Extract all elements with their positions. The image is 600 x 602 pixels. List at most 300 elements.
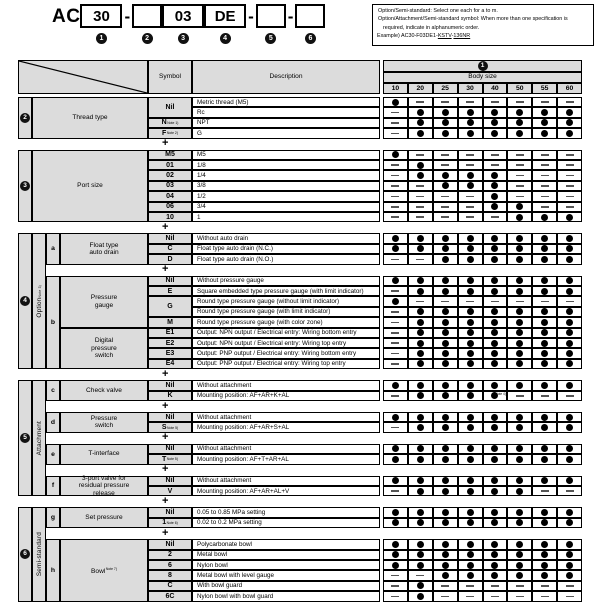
availability-cell-10 xyxy=(383,160,408,170)
mark-dot xyxy=(491,203,498,210)
availability-cell-60 xyxy=(557,391,582,401)
mark-dash xyxy=(441,164,449,166)
mark-dot xyxy=(467,541,474,548)
availability-cell-25 xyxy=(433,348,458,358)
mark-dash xyxy=(391,216,399,218)
availability-cell-20 xyxy=(408,560,433,570)
group-label-text: Semi-standard xyxy=(35,532,43,577)
mark-dash xyxy=(416,259,424,261)
availability-cell-60 xyxy=(557,286,582,296)
availability-cell-10 xyxy=(383,539,408,549)
symbol-note: Note 2) xyxy=(166,131,178,136)
availability-cell-55 xyxy=(532,286,557,296)
mark-dash xyxy=(566,490,574,492)
availability-cell-10 xyxy=(383,128,408,138)
availability-cell-55 xyxy=(532,338,557,348)
symbol-cell-n xyxy=(148,118,192,128)
mark-dot xyxy=(392,245,399,252)
mark-dash xyxy=(566,154,574,156)
availability-cell-60 xyxy=(557,454,582,464)
mark-dot xyxy=(491,109,498,116)
mark-dash xyxy=(416,206,424,208)
code-box-6[interactable] xyxy=(295,4,325,28)
marker-circle-3: 3 xyxy=(20,181,30,191)
availability-cell-50 xyxy=(507,380,532,390)
symbol-text: Nil xyxy=(165,509,175,517)
mark-dot xyxy=(516,203,523,210)
section-name-pressure-gauge: Pressure gauge xyxy=(60,276,148,328)
mark-dot xyxy=(417,582,424,589)
code-box-3[interactable]: 03 xyxy=(162,4,204,28)
marker-circle-5: 5 xyxy=(20,433,30,443)
mark-dot xyxy=(442,340,449,347)
mark-dot xyxy=(491,360,498,367)
availability-cell-55 xyxy=(532,150,557,160)
symbol-text: M5 xyxy=(165,151,175,159)
mark-dot xyxy=(541,109,548,116)
mark-dot xyxy=(442,488,449,495)
symbol-text: N xyxy=(161,119,167,127)
mark-dot xyxy=(467,477,474,484)
mark-dot xyxy=(516,329,523,336)
mark-dot xyxy=(417,477,424,484)
availability-cell-60 xyxy=(557,118,582,128)
mark-dot xyxy=(417,109,424,116)
mark-dot xyxy=(491,382,498,389)
description-cell xyxy=(192,128,380,138)
availability-cell-10 xyxy=(383,550,408,560)
code-box-1[interactable]: 30 xyxy=(80,4,122,28)
description-cell xyxy=(192,276,380,286)
description-text: Without attachment xyxy=(197,413,252,421)
availability-cell-50 xyxy=(507,518,532,528)
mark-dot xyxy=(392,562,399,569)
mark-dash xyxy=(491,301,499,303)
availability-cell-60 xyxy=(557,476,582,486)
availability-cell-20 xyxy=(408,507,433,517)
mark-dot xyxy=(442,562,449,569)
symbol-text: 02 xyxy=(166,172,174,180)
symbol-text: K xyxy=(167,392,173,400)
symbol-text: 8 xyxy=(168,572,172,580)
mark-dot xyxy=(467,350,474,357)
availability-cell-50 xyxy=(507,359,532,369)
mark-dash xyxy=(391,122,399,124)
availability-cell-20 xyxy=(408,539,433,549)
availability-cell-20 xyxy=(408,518,433,528)
availability-cell-10 xyxy=(383,212,408,222)
availability-cell-25 xyxy=(433,107,458,117)
availability-cell-30 xyxy=(458,560,483,570)
mark-dash xyxy=(391,164,399,166)
mark-dot xyxy=(541,414,548,421)
plus-separator: + xyxy=(162,399,169,412)
description-text: NPT xyxy=(197,119,210,127)
availability-cell-55 xyxy=(532,170,557,180)
mark-dot xyxy=(392,277,399,284)
availability-cell-50 xyxy=(507,348,532,358)
symbol-cell-1 xyxy=(148,518,192,528)
symbol-cell-nil xyxy=(148,276,192,286)
section-marker-5 xyxy=(18,380,32,496)
availability-cell-25 xyxy=(433,328,458,338)
mark-dot xyxy=(566,214,573,221)
availability-cell-20 xyxy=(408,338,433,348)
mark-dot xyxy=(541,130,548,137)
mark-dot xyxy=(417,509,424,516)
availability-cell-20 xyxy=(408,581,433,591)
symbol-text: E1 xyxy=(165,329,175,337)
description-text: Polycarbonate bowl xyxy=(197,540,252,548)
mark-dash xyxy=(491,164,499,166)
table-head-group-marker xyxy=(383,60,582,72)
symbol-text: 6 xyxy=(168,561,172,569)
availability-cell-25 xyxy=(433,317,458,327)
example-mid: - xyxy=(451,33,454,40)
symbol-text: 2 xyxy=(168,551,172,559)
mark-dot xyxy=(516,340,523,347)
availability-cell-20 xyxy=(408,97,433,107)
mark-dot xyxy=(442,519,449,526)
availability-cell-10 xyxy=(383,444,408,454)
description-cell xyxy=(192,202,380,212)
availability-cell-55 xyxy=(532,348,557,358)
mark-dash xyxy=(566,101,574,103)
availability-cell-55 xyxy=(532,328,557,338)
section-marker-6 xyxy=(18,507,32,601)
availability-cell-30 xyxy=(458,581,483,591)
availability-cell-55 xyxy=(532,107,557,117)
availability-cell-20 xyxy=(408,391,433,401)
availability-cell-30 xyxy=(458,181,483,191)
description-cell xyxy=(192,550,380,560)
mark-dot xyxy=(541,477,548,484)
availability-cell-10 xyxy=(383,328,408,338)
mark-dot xyxy=(541,572,548,579)
availability-cell-10 xyxy=(383,591,408,601)
availability-cell-25 xyxy=(433,202,458,212)
availability-cell-60 xyxy=(557,570,582,580)
description-cell xyxy=(192,338,380,348)
mark-dot xyxy=(566,541,573,548)
availability-cell-55 xyxy=(532,539,557,549)
mark-dot xyxy=(417,562,424,569)
availability-cell-50 xyxy=(507,128,532,138)
mark-dot xyxy=(566,382,573,389)
availability-cell-30 xyxy=(458,276,483,286)
description-text: Output: PNP output / Electrical entry: Wiring bottom entry xyxy=(197,350,357,358)
availability-cell-20 xyxy=(408,170,433,180)
availability-cell-50 xyxy=(507,212,532,222)
mark-dash xyxy=(541,164,549,166)
availability-cell-40 xyxy=(483,212,508,222)
mark-dash xyxy=(541,154,549,156)
availability-cell-55 xyxy=(532,307,557,317)
symbol-cell-nil xyxy=(148,380,192,390)
mark-dot xyxy=(516,509,523,516)
mark-dot xyxy=(417,488,424,495)
availability-cell-20 xyxy=(408,296,433,306)
availability-cell-20 xyxy=(408,422,433,432)
mark-dot xyxy=(392,519,399,526)
mark-dot xyxy=(442,235,449,242)
availability-cell-50 xyxy=(507,550,532,560)
mark-dash xyxy=(416,216,424,218)
mark-dot xyxy=(541,288,548,295)
availability-cell-55 xyxy=(532,181,557,191)
mark-dot xyxy=(491,277,498,284)
availability-cell-20 xyxy=(408,212,433,222)
mark-dash xyxy=(566,395,574,397)
mark-dash xyxy=(541,185,549,187)
availability-cell-60 xyxy=(557,444,582,454)
mark-dot xyxy=(392,509,399,516)
availability-cell-10 xyxy=(383,107,408,117)
description-text: 3/4 xyxy=(197,203,206,211)
description-cell xyxy=(192,328,380,338)
header-note-2-text: Option/Attachment/Semi-standard symbol: When more than one specification is required, indicate in alphanumeric order. xyxy=(378,16,568,31)
mark-dot xyxy=(467,572,474,579)
description-text: Mounting position: AF+AR+K+AL xyxy=(197,392,290,400)
mark-dash xyxy=(566,301,574,303)
availability-cell-25 xyxy=(433,476,458,486)
description-text: Mounting position: AF+AR+S+AL xyxy=(197,424,290,432)
availability-cell-25 xyxy=(433,307,458,317)
availability-cell-30 xyxy=(458,507,483,517)
availability-cell-40 xyxy=(483,128,508,138)
mark-dot xyxy=(491,509,498,516)
availability-cell-50 xyxy=(507,307,532,317)
code-box-2[interactable] xyxy=(132,4,162,28)
table-head-body-size: Body size xyxy=(383,72,582,83)
availability-cell-40 xyxy=(483,160,508,170)
mark-dot xyxy=(417,245,424,252)
symbol-text: 6C xyxy=(165,592,175,600)
symbol-text: 1 xyxy=(162,519,167,527)
availability-cell-40 xyxy=(483,296,508,306)
symbol-text: D xyxy=(167,255,173,263)
availability-cell-25 xyxy=(433,380,458,390)
mark-note: Note 4) xyxy=(495,392,506,397)
section-name-bowl: Bowl$^{Note 7)}$ xyxy=(60,539,148,601)
mark-dash xyxy=(416,301,424,303)
mark-dot xyxy=(442,551,449,558)
availability-cell-20 xyxy=(408,160,433,170)
description-cell xyxy=(192,170,380,180)
code-box-cell xyxy=(204,4,246,44)
mark-dot xyxy=(442,572,449,579)
availability-cell-40 xyxy=(483,107,508,117)
availability-cell-60 xyxy=(557,412,582,422)
mark-dot xyxy=(541,509,548,516)
mark-dot xyxy=(566,562,573,569)
availability-cell-20 xyxy=(408,307,433,317)
mark-dot xyxy=(516,424,523,431)
mark-dot xyxy=(467,445,474,452)
group-label-note: Note 3) xyxy=(37,285,42,298)
header-note-1: Option/Semi-standard: Select one each for a to m. xyxy=(378,8,498,14)
symbol-text: M xyxy=(167,318,173,326)
mark-dot xyxy=(442,288,449,295)
availability-cell-30 xyxy=(458,348,483,358)
availability-cell-30 xyxy=(458,233,483,243)
availability-cell-30 xyxy=(458,212,483,222)
symbol-text: C xyxy=(167,245,173,253)
mark-dash xyxy=(516,196,524,198)
mark-dot xyxy=(516,360,523,367)
mark-dash xyxy=(391,185,399,187)
availability-cell-50 xyxy=(507,476,532,486)
availability-cell-40 xyxy=(483,507,508,517)
availability-cell-55 xyxy=(532,391,557,401)
section-letter-b: b xyxy=(46,276,60,370)
availability-cell-55 xyxy=(532,570,557,580)
mark-dot xyxy=(417,340,424,347)
availability-cell-25 xyxy=(433,244,458,254)
code-marker-1: 1 xyxy=(96,33,107,44)
table-head-size-50: 50 xyxy=(507,83,532,95)
availability-cell-25 xyxy=(433,539,458,549)
description-text: Without attachment xyxy=(197,381,252,389)
mark-dot xyxy=(467,245,474,252)
availability-cell-40 xyxy=(483,518,508,528)
availability-cell-20 xyxy=(408,328,433,338)
availability-cell-50 xyxy=(507,444,532,454)
description-text: Without attachment xyxy=(197,477,252,485)
symbol-cell-03 xyxy=(148,181,192,191)
availability-cell-40 xyxy=(483,380,508,390)
mark-dash xyxy=(391,575,399,577)
mark-dot xyxy=(516,551,523,558)
availability-cell-10 xyxy=(383,454,408,464)
symbol-cell-m xyxy=(148,317,192,327)
table-head-description: Description xyxy=(192,60,380,94)
mark-dash xyxy=(391,353,399,355)
mark-dash xyxy=(441,216,449,218)
availability-cell-30 xyxy=(458,412,483,422)
availability-cell-20 xyxy=(408,118,433,128)
code-dash: - xyxy=(124,7,131,26)
mark-dot xyxy=(442,456,449,463)
symbol-cell-e4 xyxy=(148,359,192,369)
availability-cell-60 xyxy=(557,307,582,317)
mark-dot xyxy=(467,488,474,495)
availability-cell-60 xyxy=(557,328,582,338)
mark-dot xyxy=(516,477,523,484)
availability-cell-60 xyxy=(557,128,582,138)
description-text: Rc xyxy=(197,109,205,117)
group-marker-1: 1 xyxy=(478,61,488,71)
code-marker-4: 4 xyxy=(220,33,231,44)
mark-dot xyxy=(541,340,548,347)
code-box-5[interactable] xyxy=(256,4,286,28)
mark-dot xyxy=(442,256,449,263)
symbol-cell-nil xyxy=(148,97,192,118)
mark-dot xyxy=(491,456,498,463)
mark-dash xyxy=(391,596,399,598)
availability-cell-60 xyxy=(557,107,582,117)
availability-cell-20 xyxy=(408,107,433,117)
symbol-cell-04 xyxy=(148,191,192,201)
availability-cell-20 xyxy=(408,444,433,454)
plus-separator: + xyxy=(162,494,169,507)
description-text: M5 xyxy=(197,151,206,159)
availability-cell-40 xyxy=(483,412,508,422)
mark-dash xyxy=(441,154,449,156)
symbol-cell-10 xyxy=(148,212,192,222)
availability-cell-25 xyxy=(433,254,458,264)
mark-dot xyxy=(491,445,498,452)
availability-cell-25 xyxy=(433,359,458,369)
description-cell xyxy=(192,444,380,454)
mark-dot xyxy=(467,456,474,463)
section-marker-2 xyxy=(18,97,32,139)
symbol-cell-f xyxy=(148,128,192,138)
availability-cell-55 xyxy=(532,118,557,128)
symbol-text: Nil xyxy=(165,103,175,111)
code-box-4[interactable]: DE xyxy=(204,4,246,28)
mark-dot xyxy=(541,119,548,126)
section-name-set-pressure: Set pressure xyxy=(60,507,148,528)
mark-dot xyxy=(566,445,573,452)
mark-dot xyxy=(516,119,523,126)
mark-dot xyxy=(442,172,449,179)
code-box-cell xyxy=(80,4,122,44)
section-letter-e: e xyxy=(46,444,60,465)
mark-dash xyxy=(391,311,399,313)
symbol-cell-m5 xyxy=(148,150,192,160)
availability-cell-50 xyxy=(507,244,532,254)
availability-cell-30 xyxy=(458,107,483,117)
mark-dot xyxy=(516,277,523,284)
availability-cell-10 xyxy=(383,202,408,212)
mark-dot xyxy=(516,235,523,242)
availability-cell-20 xyxy=(408,286,433,296)
symbol-text: Nil xyxy=(165,445,175,453)
description-cell xyxy=(192,212,380,222)
mark-dot xyxy=(491,350,498,357)
symbol-cell-e3 xyxy=(148,348,192,358)
mark-dot xyxy=(541,256,548,263)
mark-dot xyxy=(442,477,449,484)
availability-cell-20 xyxy=(408,550,433,560)
availability-cell-25 xyxy=(433,150,458,160)
symbol-text: V xyxy=(167,487,173,495)
description-text: 1/2 xyxy=(197,192,206,200)
mark-dot xyxy=(417,414,424,421)
mark-dot xyxy=(442,541,449,548)
symbol-cell-g xyxy=(148,296,192,317)
section-name-thread-type: Thread type xyxy=(32,97,148,139)
mark-dot xyxy=(417,519,424,526)
mark-dot xyxy=(442,445,449,452)
mark-dash xyxy=(466,596,474,598)
availability-cell-60 xyxy=(557,170,582,180)
symbol-note: Note 5) xyxy=(166,457,178,462)
description-text: Round type pressure gauge (with limit indicator) xyxy=(197,308,331,316)
mark-dot xyxy=(491,119,498,126)
availability-cell-30 xyxy=(458,254,483,264)
description-text: Round type pressure gauge (without limit indicator) xyxy=(197,298,340,306)
symbol-cell-d xyxy=(148,254,192,264)
mark-dot xyxy=(417,456,424,463)
mark-dot xyxy=(467,119,474,126)
availability-cell-40 xyxy=(483,181,508,191)
availability-cell-30 xyxy=(458,476,483,486)
mark-dot xyxy=(541,456,548,463)
mark-dot xyxy=(491,340,498,347)
description-text: Metal bowl xyxy=(197,551,228,559)
